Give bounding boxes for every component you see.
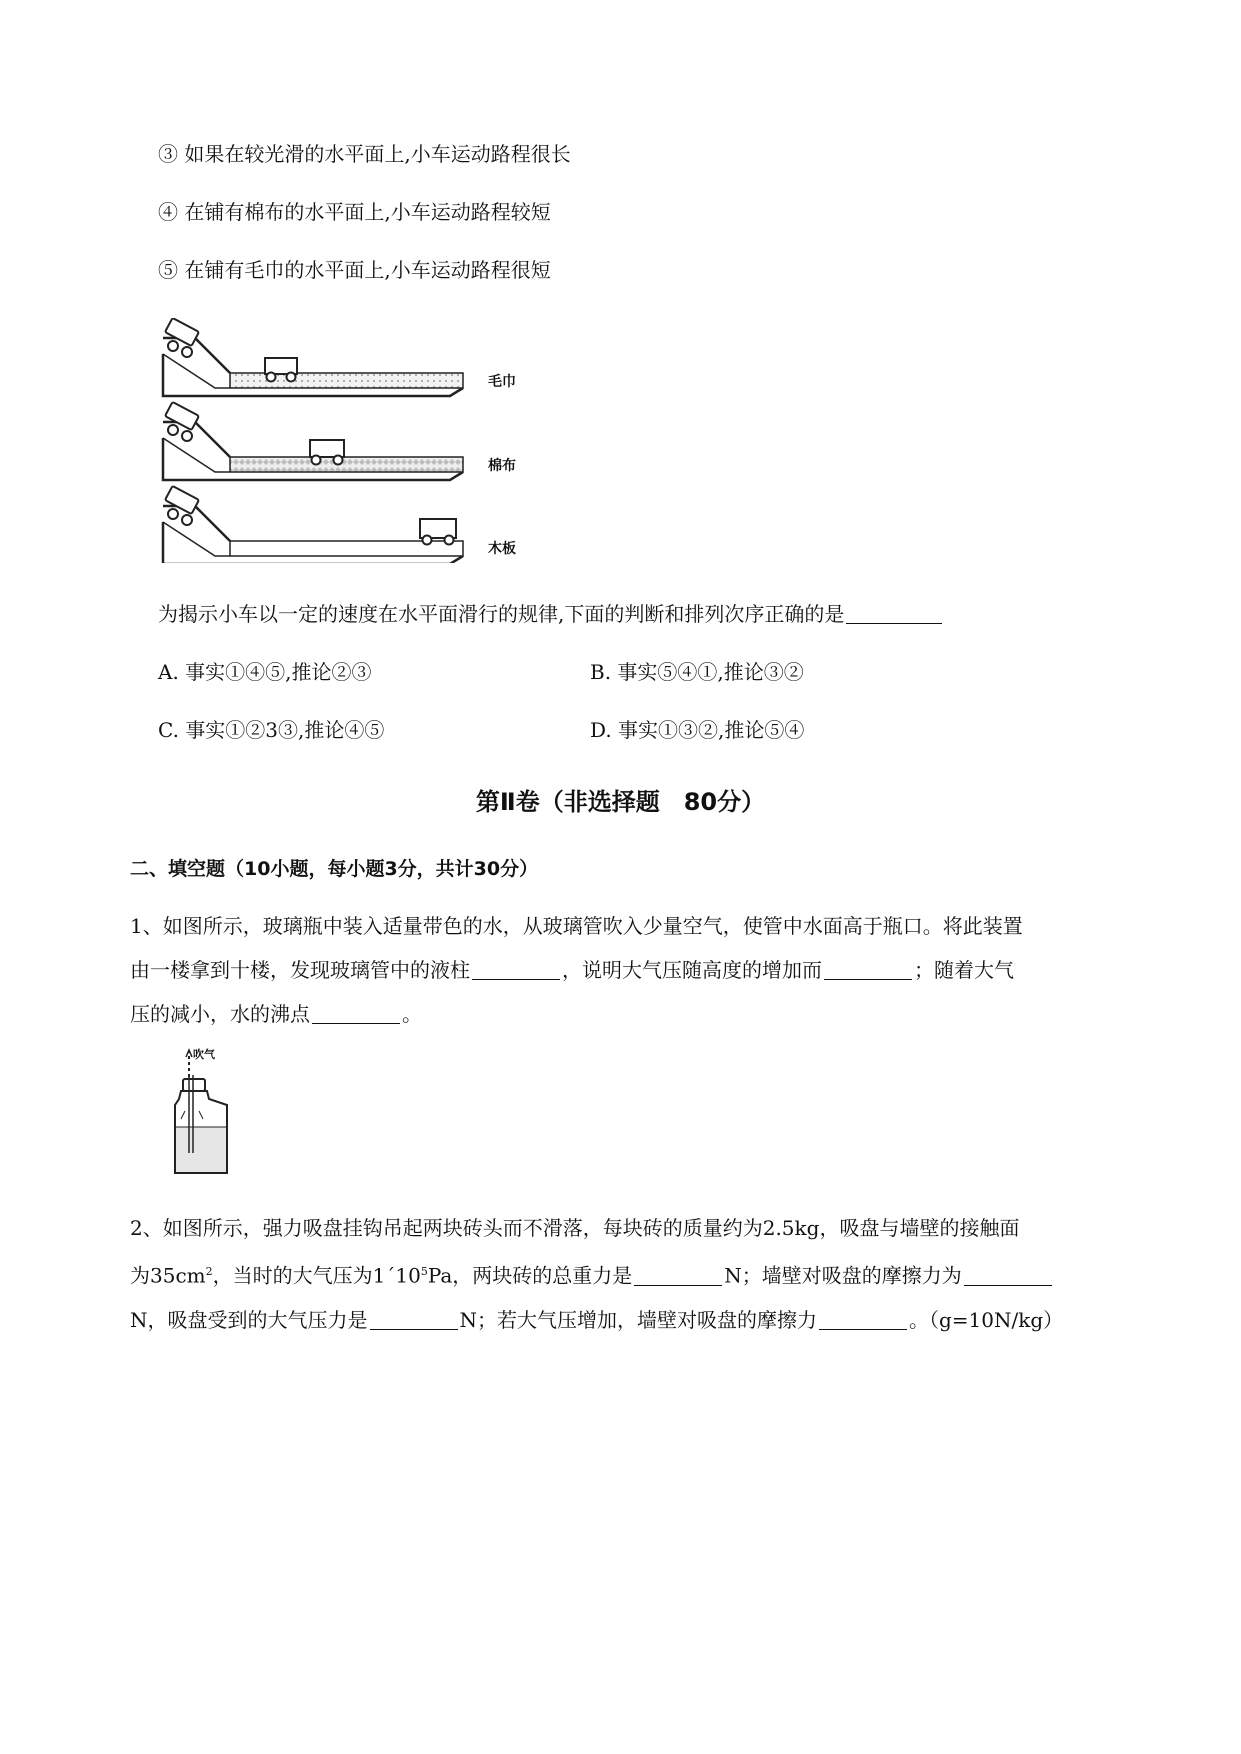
option-c[interactable]: C. 事实①②3③,推论④⑤ (158, 718, 385, 742)
label-towel: 毛巾 (488, 374, 516, 390)
statement-3: ③ 如果在较光滑的水平面上,小车运动路程很长 (158, 142, 571, 166)
q2-blank-3[interactable] (370, 1309, 458, 1330)
answer-blank[interactable] (846, 603, 942, 624)
section-title: 第Ⅱ卷（非选择题 80分） (475, 788, 766, 816)
option-a[interactable]: A. 事实①④⑤,推论②③ (158, 660, 372, 684)
label-cotton: 棉布 (488, 458, 516, 474)
q1-blank-3[interactable] (312, 1003, 400, 1024)
q1-blank-2[interactable] (824, 959, 912, 980)
ramp-experiment-figure (155, 318, 535, 563)
question-2: 2、如图所示，强力吸盘挂钩吊起两块砖头而不滑落，每块砖的质量约为2.5kg，吸盘与墙壁的接触面 为$35cm^2$，当时的大气压为$1´10^5Pa$，两块砖的总重力是 N；墙壁对吸盘的摩擦力为 N，吸盘受到的大气压力是 N；若大气压增加，墙壁对吸盘的摩擦力 。（g=10N/kg） (130, 1216, 1064, 1332)
option-d[interactable]: D. 事实①③②,推论⑤④ (590, 718, 805, 742)
label-board: 木板 (488, 541, 516, 557)
blow-label: 吹气 (193, 1048, 215, 1061)
option-b[interactable]: B. 事实⑤④①,推论③② (590, 660, 804, 684)
ramp-cotton (163, 402, 463, 480)
question-1: 1、如图所示，玻璃瓶中装入适量带色的水，从玻璃管吹入少量空气，使管中水面高于瓶口。将此装置 由一楼拿到十楼，发现玻璃管中的液柱 ，说明大气压随高度的增加而 ；随着大气 压的减小，水的沸点 。 (130, 914, 1023, 1026)
q2-blank-1[interactable] (634, 1265, 722, 1286)
q1-blank-1[interactable] (472, 959, 560, 980)
statement-5: ⑤ 在铺有毛巾的水平面上,小车运动路程很短 (158, 258, 551, 282)
q2-blank-2[interactable] (964, 1265, 1052, 1286)
ramp-towel (163, 318, 463, 396)
statement-4: ④ 在铺有棉布的水平面上,小车运动路程较短 (158, 200, 551, 224)
question-prompt: 为揭示小车以一定的速度在水平面滑行的规律,下面的判断和排列次序正确的是 (158, 600, 944, 628)
q2-blank-4[interactable] (819, 1309, 907, 1330)
section-subtitle: 二、填空题（10小题，每小题3分，共计30分） (130, 858, 539, 880)
bottle-figure (165, 1045, 240, 1180)
ramp-board (163, 486, 463, 563)
